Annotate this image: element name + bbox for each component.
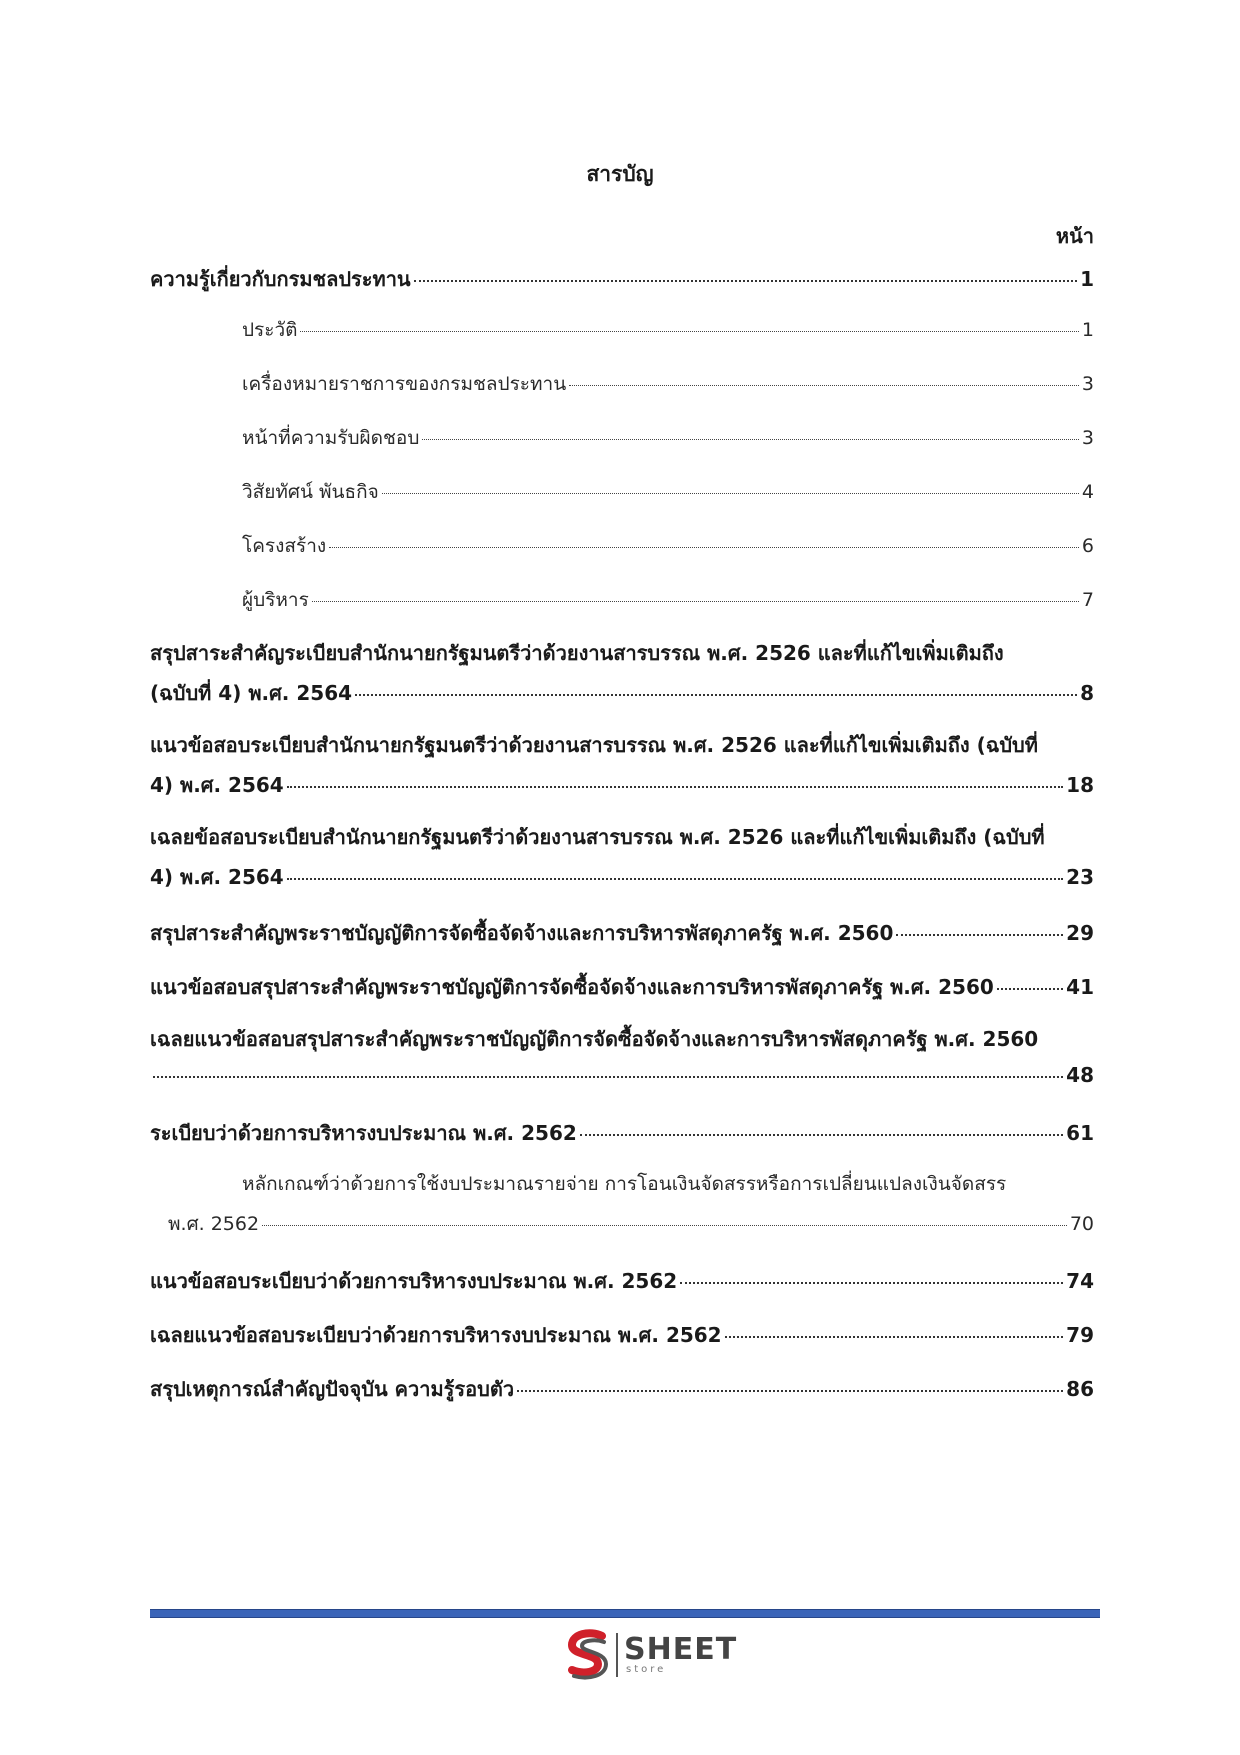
sheet-store-logo — [562, 1628, 737, 1682]
toc-entry-title: สรุปเหตุการณ์สำคัญปัจจุบัน ความรู้รอบตัว — [150, 1377, 515, 1401]
toc-entry — [150, 531, 1094, 561]
toc-page-number: 4 — [1081, 481, 1094, 503]
dot-leader — [262, 1225, 1067, 1226]
page-column-header: หน้า — [1055, 224, 1094, 248]
toc-page-number: 79 — [1066, 1323, 1094, 1347]
toc-page-number: 18 — [1066, 773, 1094, 797]
toc-entry — [150, 423, 1094, 453]
toc-page-number: 1 — [1081, 319, 1094, 341]
toc-entry-title: พ.ศ. 2562 — [168, 1213, 260, 1235]
dot-leader — [997, 988, 1063, 990]
toc-entry — [150, 263, 1094, 295]
toc-entry-title: แนวข้อสอบระเบียบว่าด้วยการบริหารงบประมาณ พ.ศ. 2562 — [150, 1269, 678, 1293]
toc-entry-title: วิสัยทัศน์ พันธกิจ — [242, 481, 379, 503]
dot-leader — [517, 1390, 1063, 1392]
toc-entry-title: เฉลยแนวข้อสอบระเบียบว่าด้วยการบริหารงบประมาณ พ.ศ. 2562 — [150, 1323, 722, 1347]
toc-page-number: 41 — [1066, 975, 1094, 999]
toc-entry — [150, 637, 1094, 709]
toc-entry-title-line: เฉลยข้อสอบระเบียบสำนักนายกรัฐมนตรีว่าด้วยงานสารบรรณ พ.ศ. 2526 และที่แก้ไขเพิ่มเติมถึง (ฉบับที่ — [150, 825, 1045, 849]
toc-entry-title-line: หลักเกณฑ์ว่าด้วยการใช้งบประมาณรายจ่าย การโอนเงินจัดสรรหรือการเปลี่ยนแปลงเงินจัดสรร — [242, 1173, 1007, 1195]
dot-leader — [569, 385, 1079, 386]
toc-page-number: 3 — [1081, 373, 1094, 395]
toc-entry — [150, 1373, 1094, 1405]
toc-entry-title: ความรู้เกี่ยวกับกรมชลประทาน — [150, 267, 411, 291]
logo-wordmark: SHEET — [624, 1632, 738, 1667]
toc-page-number: 1 — [1080, 267, 1094, 291]
toc-page-number: 6 — [1081, 535, 1094, 557]
toc-entry-title: เครื่องหมายราชการของกรมชลประทาน — [242, 373, 567, 395]
dot-leader — [422, 439, 1079, 440]
toc-entry-title: ประวัติ — [242, 319, 298, 341]
logo-subtext: store — [626, 1664, 667, 1675]
toc-entry — [150, 1169, 1094, 1239]
toc-entry-title: โครงสร้าง — [242, 535, 327, 557]
toc-entry — [150, 821, 1094, 893]
dot-leader — [287, 878, 1063, 880]
dot-leader — [725, 1336, 1064, 1338]
dot-leader — [300, 331, 1078, 332]
sheet-store-logo-icon — [562, 1628, 612, 1682]
dot-leader — [414, 280, 1077, 282]
toc-entry-title: 4) พ.ศ. 2564 — [150, 865, 284, 889]
toc-entry — [150, 1265, 1094, 1297]
toc-page-number: 61 — [1066, 1121, 1094, 1145]
dot-leader — [287, 786, 1063, 788]
dot-leader — [580, 1134, 1063, 1136]
toc-entry-title-line: เฉลยแนวข้อสอบสรุปสาระสำคัญพระราชบัญญัติการจัดซื้อจัดจ้างและการบริหารพัสดุภาครัฐ พ.ศ. 2560 — [150, 1027, 1039, 1051]
toc-entry-title: ผู้บริหาร — [242, 589, 309, 611]
toc-page-number: 70 — [1069, 1213, 1094, 1235]
toc-entry-title: หน้าที่ความรับผิดชอบ — [242, 427, 420, 449]
dot-leader — [312, 601, 1079, 602]
dot-leader — [329, 547, 1079, 548]
toc-page-number: 74 — [1066, 1269, 1094, 1293]
toc-entry-title: ระเบียบว่าด้วยการบริหารงบประมาณ พ.ศ. 2562 — [150, 1121, 577, 1145]
toc-entry — [150, 477, 1094, 507]
toc-page-number: 3 — [1081, 427, 1094, 449]
toc-entry — [150, 369, 1094, 399]
dot-leader — [680, 1282, 1063, 1284]
toc-entry-title: แนวข้อสอบสรุปสาระสำคัญพระราชบัญญัติการจัดซื้อจัดจ้างและการบริหารพัสดุภาครัฐ พ.ศ. 2560 — [150, 975, 994, 999]
toc-entry — [150, 729, 1094, 801]
toc-page-number: 29 — [1066, 921, 1094, 945]
dot-leader — [153, 1076, 1063, 1078]
toc-entry — [150, 585, 1094, 615]
toc-entry — [150, 315, 1094, 345]
toc-page-number: 7 — [1081, 589, 1094, 611]
toc-page-number: 86 — [1066, 1377, 1094, 1401]
dot-leader — [896, 934, 1063, 936]
toc-entry — [150, 1319, 1094, 1351]
toc-entry-title: สรุปสาระสำคัญพระราชบัญญัติการจัดซื้อจัดจ้างและการบริหารพัสดุภาครัฐ พ.ศ. 2560 — [150, 921, 894, 945]
toc-page-number: 23 — [1066, 865, 1094, 889]
footer-rule — [150, 1609, 1100, 1618]
toc-entry — [150, 1117, 1094, 1149]
toc-entry-title: 4) พ.ศ. 2564 — [150, 773, 284, 797]
dot-leader — [355, 694, 1077, 696]
toc-entry-title: (ฉบับที่ 4) พ.ศ. 2564 — [150, 681, 353, 705]
toc-entry-title-line: แนวข้อสอบระเบียบสำนักนายกรัฐมนตรีว่าด้วยงานสารบรรณ พ.ศ. 2526 และที่แก้ไขเพิ่มเติมถึง (ฉบับที่ — [150, 733, 1038, 757]
toc-entry — [150, 1023, 1094, 1087]
toc-entry — [150, 917, 1094, 949]
logo-separator — [616, 1633, 618, 1677]
toc-page-number: 8 — [1080, 681, 1094, 705]
page-title: สารบัญ — [586, 162, 654, 186]
toc-page-number: 48 — [1066, 1063, 1094, 1087]
toc-entry — [150, 971, 1094, 1003]
dot-leader — [382, 493, 1079, 494]
toc-entry-title-line: สรุปสาระสำคัญระเบียบสำนักนายกรัฐมนตรีว่าด้วยงานสารบรรณ พ.ศ. 2526 และที่แก้ไขเพิ่มเติมถึง — [150, 641, 1004, 665]
